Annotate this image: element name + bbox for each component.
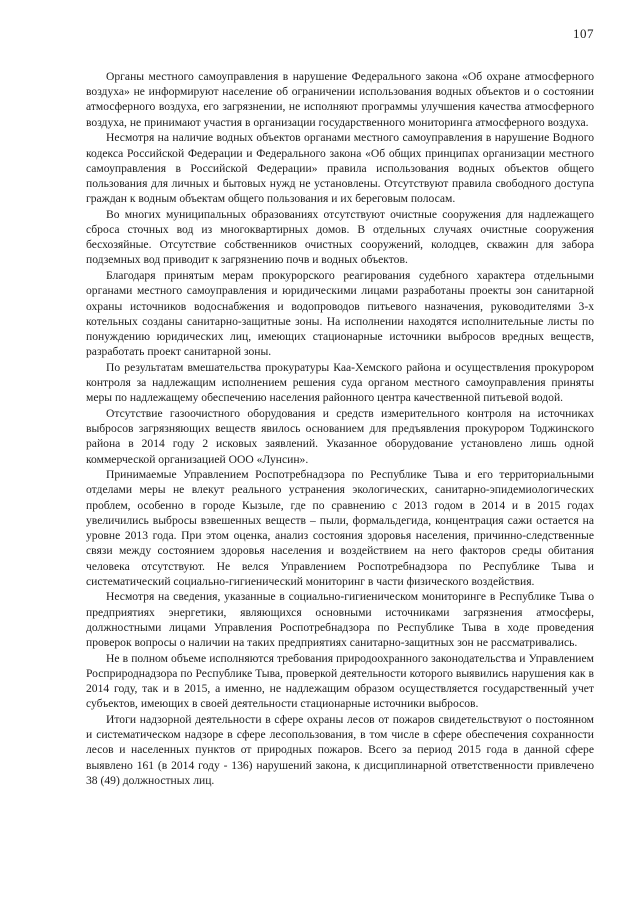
paragraph-rospotrebnadzor: Принимаемые Управлением Роспотребнадзора по Республике Тыва и его территориальными отделами меры не влекут реального устранения экологических, санитарно-эпидемиологических проблем, особенно в городе Кызыле, где по сравнению с 2013 годом в 2014 и в 2015 годах увеличились выбросы взвешенных веществ – пыли, формальдегида, концентрация сажи остается на уровне 2013 года. При этом оценка, анализ состояния здоровья населения, причинно-следственные связи между состоянием здоровья населения и воздействием на него факторов среды обитания человека отсутствуют. Не велся Управлением Роспотребнадзора по Республике Тыва и систематический социально-гигиенический мониторинг в части физического воздействия. (86, 468, 594, 588)
paragraph-air-protection: Органы местного самоуправления в нарушение Федерального закона «Об охране атмосферного воздуха» не информируют население об ограничении использования водных объектов и о состоянии атмосферного воздуха, его загрязнении, не исполняют программы улучшения качества атмосферного воздуха, не принимают участия в организации государственного мониторинга атмосферного воздуха. (86, 70, 594, 129)
paragraph-gas-cleaning: Отсутствие газоочистного оборудования и средств измерительного контроля на источниках выбросов загрязняющих веществ явилось основанием для предъявления прокурором Тоджинского района в 2014 году 2 исковых заявлений. Указанное оборудование установлено лишь одной коммерческой организацией ООО «Лунсин». (86, 406, 594, 466)
paragraph-treatment-facilities: Во многих муниципальных образованиях отсутствуют очистные сооружения для надлежащего сброса сточных вод из многоквартирных домов. В отдельных случаях очистные сооружения бесхозяйные. Отсутствие собственников очистных сооружений, колодцев, скважин для забора подземных вод приводит к загрязнению почв и водных объектов. (86, 207, 594, 267)
paragraph-water-objects: Несмотря на наличие водных объектов органами местного самоуправления в нарушение Водного кодекса Российской Федерации и Федерального закона «Об общих принципах организации местного самоуправления в Российской Федерации» правила использования водных объектов общего пользования для личных и бытовых нужд не установлены. Отсутствуют правила свободного доступа граждан к водным объектам общего пользования и их береговым полосам. (86, 131, 594, 206)
paragraph-rosprirodnadzor: Не в полном объеме исполняются требования природоохранного законодательства и Управлением Росприроднадзора по Республике Тыва, проверкой деятельности которого выявились нарушения как в 2014 году, так и в 2015, а именно, не надлежащим образом осуществляется государственный учет субъектов, имеющих в своей деятельности стационарные источники выбросов. (86, 651, 594, 711)
document-body (86, 69, 594, 788)
page-number: 107 (573, 26, 594, 41)
paragraph-monitoring: Несмотря на сведения, указанные в социально-гигиеническом мониторинге в Республике Тыва о предприятиях энергетики, являющихся основными источниками загрязнения атмосферы, должностными лицами Управления Роспотребнадзора по Республике Тыва в ходе проведения проверок вопросы о наличии на таких предприятиях санитарно-защитных зон не рассматривались. (86, 590, 594, 650)
paragraph-kaa-khem: По результатам вмешательства прокуратуры Каа-Хемского района и осуществления прокурором контроля за надлежащим исполнением решения суда органом местного самоуправления приняты меры по надлежащему обеспечению населения районного центра качественной питьевой водой. (86, 360, 594, 405)
paragraph-prosecutor-measures: Благодаря принятым мерам прокурорского реагирования судебного характера отдельными органами местного самоуправления и юридическими лицами разработаны проекты зон санитарной охраны источников водоснабжения и водопроводов питьевого назначения, руководителями 3-х котельных созданы санитарно-защитные зоны. На исполнении находятся исполнительные листы по понуждению юридических лиц, имеющих стационарные источники выбросов вредных веществ, разработать проект санитарной зоны. (86, 269, 594, 359)
paragraph-forest-fires: Итоги надзорной деятельности в сфере охраны лесов от пожаров свидетельствуют о постоянном и систематическом надзоре в сфере лесопользования, в том числе в сфере обеспечения сохранности лесов и населенных пунктов от природных пожаров. Всего за период 2015 года в данной сфере выявлено 161 (в 2014 году - 136) нарушений закона, к дисциплинарной ответственности привлечено 38 (49) должностных лиц. (86, 713, 594, 787)
